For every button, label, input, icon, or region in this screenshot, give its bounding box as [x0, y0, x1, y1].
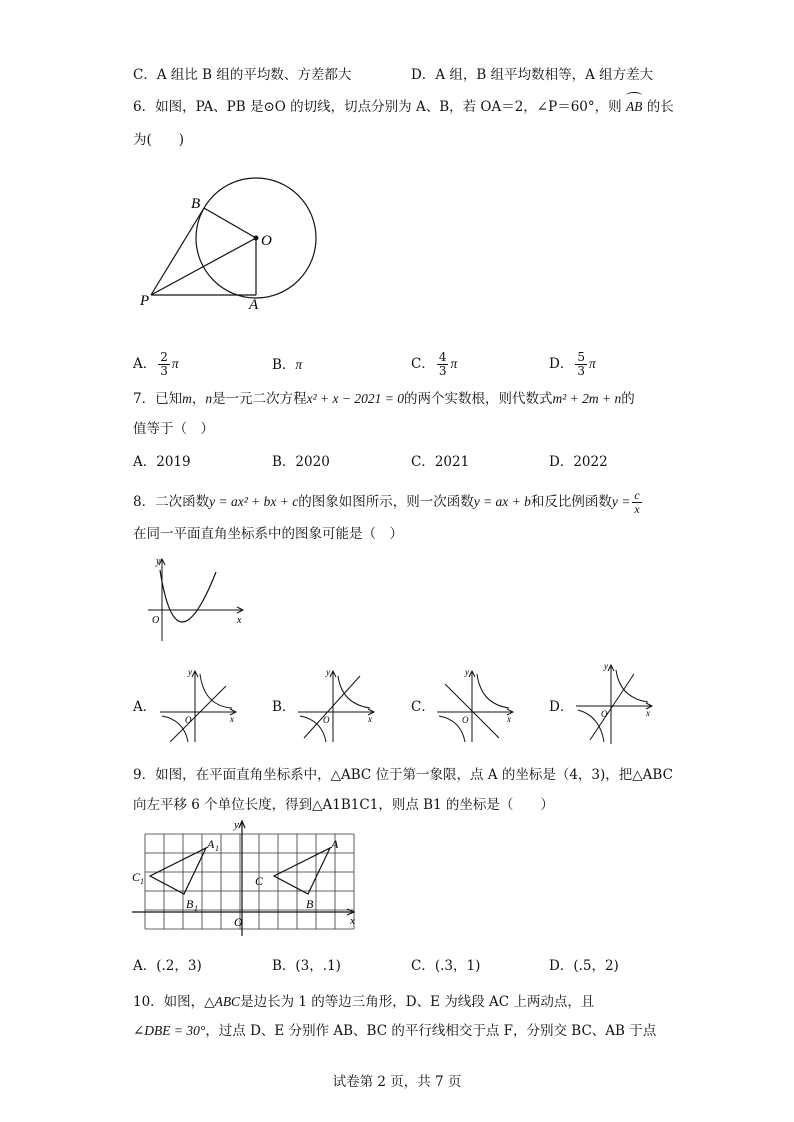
svg-text:x: x: [237, 615, 242, 626]
segment-po: [151, 238, 256, 295]
svg-text:x: x: [507, 714, 511, 724]
q9-option-b: B．(3，.1): [272, 958, 341, 974]
q8-graph-a: [152, 666, 242, 746]
triangle-a1b1c1: [150, 848, 206, 894]
q6-stem-line1: 6．如图，PA、PB 是⊙O 的切线，切点分别为 A、B，若 OA＝2，∠P＝60°，则 AB 的长: [133, 98, 674, 116]
q8-parabola-graph: [138, 555, 258, 645]
q8-option-a: A．: [133, 699, 157, 715]
svg-text:y: y: [465, 667, 469, 677]
q10-stem-line2: ∠DBE = 30°，过点 D、E 分别作 AB、BC 的平行线相交于点 F，分别交 BC、AB 于点: [133, 1023, 657, 1039]
svg-text:C: C: [255, 874, 264, 888]
svg-text:y: y: [234, 819, 239, 831]
svg-text:x: x: [646, 708, 650, 718]
svg-text:O: O: [234, 915, 243, 929]
svg-text:1: 1: [194, 904, 198, 913]
q6-option-c: C． $\frac{4}{3}$ π: [411, 350, 458, 378]
svg-text:x: x: [350, 915, 355, 927]
svg-text:B: B: [186, 897, 194, 911]
q9-option-a: A．(.2，3): [133, 958, 202, 974]
svg-text:y: y: [604, 661, 608, 671]
parabola-curve: [160, 570, 216, 622]
arc-ab-symbol: AB: [626, 98, 643, 116]
q9-option-d: D．(.5，2): [549, 958, 619, 974]
q8-option-b: B．: [272, 699, 296, 715]
q8-option-c: C．: [411, 699, 435, 715]
label-a: A: [249, 297, 259, 313]
svg-text:C: C: [132, 870, 141, 884]
q7-option-b: B．2020: [272, 454, 330, 470]
svg-text:x: x: [230, 714, 234, 724]
label-b: B: [191, 196, 201, 212]
q9-stem-line2: 向左平移 6 个单位长度，得到△A1B1C1，则点 B1 的坐标是（ ）: [133, 797, 554, 813]
svg-text:x: x: [368, 714, 372, 724]
tangent-pb: [151, 208, 204, 295]
q9-stem-line1: 9．如图，在平面直角坐标系中，△ABC 位于第一象限，点 A 的坐标是（4，3)，把△ABC: [133, 767, 673, 783]
q7-option-c: C．2021: [411, 454, 470, 470]
center-dot: [254, 236, 259, 241]
svg-text:1: 1: [215, 844, 219, 853]
q8-option-d: D．: [549, 699, 574, 715]
q6-option-a: A． $\frac{2}{3}$ π: [133, 350, 179, 378]
q8-graph-c: [429, 666, 519, 746]
svg-text:A: A: [331, 837, 339, 851]
q6-option-d: D． $\frac{5}{3}$ π: [549, 350, 596, 378]
svg-text:y: y: [156, 556, 161, 567]
segment-ob: [204, 208, 256, 238]
q8-graph-b: [290, 666, 380, 746]
q5-option-d: D．A 组，B 组平均数相等，A 组方差大: [411, 67, 654, 83]
label-p: P: [140, 293, 150, 309]
svg-text:O: O: [601, 709, 608, 719]
q8-stem-line2: 在同一平面直角坐标系中的图象可能是（ ）: [133, 526, 403, 542]
page-footer: 试卷第 2 页，共 7 页: [332, 1074, 462, 1090]
q10-stem-line1: 10．如图，△ABC是边长为 1 的等边三角形，D、E 为线段 AC 上两动点，且: [133, 994, 595, 1010]
svg-text:O: O: [152, 615, 160, 626]
triangle-abc: [274, 848, 330, 894]
svg-text:O: O: [462, 715, 469, 725]
svg-text:y: y: [326, 667, 330, 677]
q7-stem-line1: 7．已知m，n是一元二次方程x² + x − 2021 = 0的两个实数根，则代数式m² + 2m + n的: [133, 391, 635, 407]
svg-text:A: A: [207, 837, 215, 851]
q7-option-a: A．2019: [133, 454, 191, 470]
q9-grid-figure: [128, 818, 368, 942]
q5-option-c: C．A 组比 B 组的平均数、方差都大: [133, 67, 352, 83]
q7-option-d: D．2022: [549, 454, 608, 470]
svg-text:O: O: [185, 715, 192, 725]
svg-text:B: B: [306, 897, 314, 911]
q6-stem-line2: 为( ): [133, 132, 185, 148]
svg-text:y: y: [188, 667, 192, 677]
q9-option-c: C．(.3，1): [411, 958, 481, 974]
svg-text:O: O: [323, 715, 330, 725]
q8-stem-line1: 8．二次函数y = ax² + bx + c的图象如图所示，则一次函数y = ax + b和反比例函数y = $\frac{c}{x}$: [133, 488, 640, 516]
q8-graph-d: [568, 660, 658, 746]
label-o: O: [261, 233, 272, 249]
q7-stem-line2: 值等于（ ）: [133, 421, 214, 437]
q6-circle-figure: [130, 170, 330, 320]
q6-option-b: B．π: [272, 357, 303, 373]
svg-text:1: 1: [140, 877, 144, 886]
